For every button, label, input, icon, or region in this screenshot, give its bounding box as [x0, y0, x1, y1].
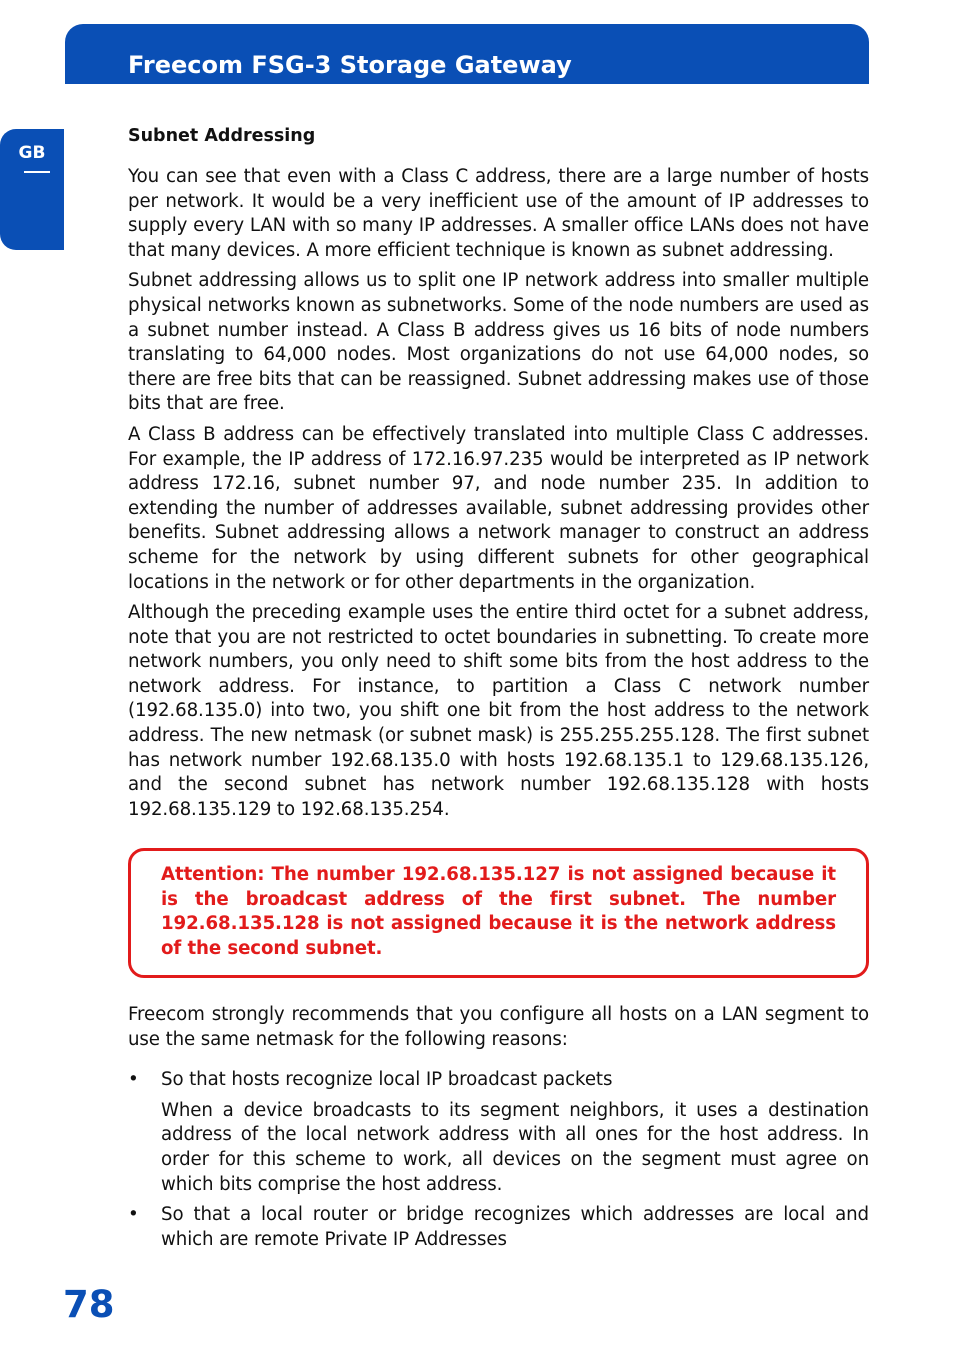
list-item-text: So that a local router or bridge recognizes which addresses are local and which are remote Private IP Addresses [161, 1204, 869, 1250]
list-item [128, 1068, 869, 1197]
paragraph: Subnet addressing allows us to split one IP network address into smaller multiple physical networks known as subnetworks. Some of the node numbers are used as a subnet number instead. A Class B address gives us 16 bits of node numbers translating to 64,000 nodes. Most organizations do not use 64,000 nodes, so there are free bits that can be reassigned. Subnet addressing makes use of those bits that are free. [128, 270, 869, 415]
language-label: GB [18, 143, 46, 163]
list-item-detail: When a device broadcasts to its segment neighbors, it uses a destination address of the local network address with all ones for the host address. In order for this scheme to work, all devices on the segment must agree on which bits comprise the host address. [161, 1099, 869, 1195]
bullet-list [128, 1068, 869, 1252]
main-content [128, 124, 869, 1258]
list-item [128, 1203, 869, 1252]
paragraph: A Class B address can be effectively translated into multiple Class C addresses. For example, the IP address of 172.16.97.235 would be interpreted as IP network address 172.16, subnet number 97, and node number 235. In addition to extending the number of addresses available, subnet addressing provides other benefits. Subnet addressing allows a network manager to construct an address scheme for the network by using different subnets for other geographical locations in the network or for other departments in the organization. [128, 423, 869, 593]
bullet-marker: • [128, 1069, 139, 1091]
paragraph: Freecom strongly recommends that you configure all hosts on a LAN segment to use the same netmask for the following reasons: [128, 1004, 869, 1050]
section-title: Subnet Addressing [128, 126, 316, 146]
document-title: Freecom FSG-3 Storage Gateway [128, 51, 572, 79]
paragraph: You can see that even with a Class C address, there are a large number of hosts per network. It would be a very inefficient use of the amount of IP addresses to supply every LAN with so many IP addresses. A smaller office LANs does not have that many devices. A more efficient technique is known as subnet addressing. [128, 166, 869, 261]
language-tab-divider [24, 171, 50, 173]
attention-text: Attention: The number 192.68.135.127 is not assigned because it is the broadcast address of the first subnet. The number 192.68.135.128 is not assigned because it is the network address of the second subnet. [161, 864, 836, 959]
header-bar [65, 24, 869, 84]
bullet-marker: • [128, 1204, 139, 1226]
list-item-text: So that hosts recognize local IP broadcast packets [161, 1069, 613, 1091]
attention-box [128, 848, 869, 978]
page-number: 78 [63, 1283, 115, 1326]
language-tab [0, 129, 64, 250]
paragraph: Although the preceding example uses the entire third octet for a subnet address, note that you are not restricted to octet boundaries in subnetting. To create more network numbers, you only need to shift some bits from the host address to the network address. For instance, to partition a Class C network number (192.68.135.0) into two, you shift one bit from the host address to the network address. The new netmask (or subnet mask) is 255.255.255.128. The first subnet has network number 192.68.135.0 with hosts 192.68.135.1 to 129.68.135.126, and the second subnet has network number 192.68.135.128 with hosts 192.68.135.129 to 192.68.135.254. [128, 602, 869, 820]
